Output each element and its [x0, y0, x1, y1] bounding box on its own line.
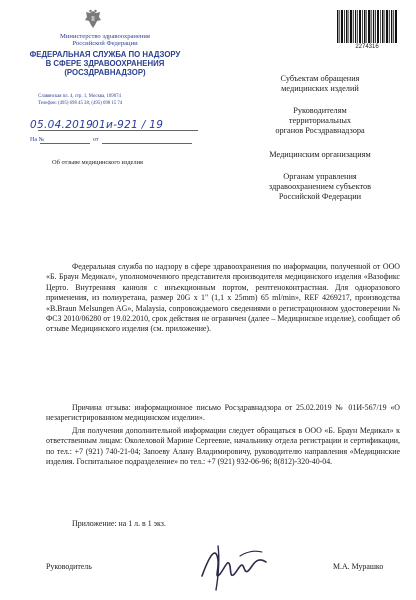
ministry-name: Министерство здравоохранения Российской Федерации — [60, 33, 150, 48]
body-paragraph-2: Причина отзыва: информационное письмо Росздравнадзора от 25.02.2019 № 01И-567/19 «О незарегистрированном медицинском изделии». — [46, 403, 400, 423]
service-name: ФЕДЕРАЛЬНАЯ СЛУЖБА ПО НАДЗОРУ В СФЕРЕ ЗДРАВООХРАНЕНИЯ (РОСЗДРАВНАДЗОР) — [29, 50, 181, 77]
handwritten-signature — [196, 536, 274, 592]
attachment-note: Приложение: на 1 л. в 1 экз. — [72, 519, 166, 528]
body-paragraph-3: Для получения дополнительной информации следует обращаться в ООО «Б. Браун Медикал» к ответственным лицам: Околеловой Марине Сергеевне, начальнику отдела регистрации и сертификации, по тел.: +7 (921) 740-21-04; Запоеву Алану Владимировичу, руководителю направления «Медицинские изделия. Госпитальное подразделение» по тел.: +7 (921) 932-06-96; 8(812)-320-40-04. — [46, 426, 400, 467]
reference-line — [30, 137, 200, 143]
service-address: Славянская пл. 4, стр. 1, Москва, 109074 Телефон: (495) 698 45 38; (495) 698 15 74 — [38, 94, 123, 106]
ot-label: от — [93, 137, 99, 143]
body-paragraph-1: Федеральная служба по надзору в сфере здравоохранения по информации, полученной от ООО «Б. Браун Медикал», уполномоченного представителя производителя медицинского изделия «Вазофикс Церто. Внутренняя канюля с инъекционным портом, рентгеноконтрастная. Для одноразового применения, из полиуретана, размер 20G x 1" (1,1 x 25mm) 65 ml/min», REF 4269217, производства «B.Braun Melsungen AG», Malaysia, сопровождаемого сведениями о регистрационном удостоверении № ФСЗ 2010/06280 от 19.02.2010, срок действия не ограничен (далее – Медицинское изделие), сообщает об отзыве Медицинского изделия (см. приложение). — [46, 262, 400, 334]
recipient-3: Медицинским организациям — [269, 150, 371, 159]
letter-subject: Об отзыве медицинского изделия — [52, 159, 143, 166]
recipient-2: Руководителям территориальных органов Росздравнадзора — [275, 106, 365, 135]
recipient-1: Субъектам обращения медицинских изделий — [280, 74, 360, 93]
coat-of-arms-icon — [82, 8, 104, 30]
signer-name: М.А. Мурашко — [333, 562, 384, 571]
outgoing-date: 05.04.2019 — [30, 119, 94, 131]
recipient-4: Органам управления здравоохранением субъектов Российской Федерации — [268, 172, 372, 201]
na-label: На № — [30, 137, 45, 143]
outgoing-number-line — [30, 116, 200, 136]
outgoing-number: 01и-921 / 19 — [92, 119, 164, 131]
signer-role: Руководитель — [46, 562, 92, 571]
barcode — [336, 10, 398, 43]
barcode-number: 2274316 — [355, 44, 379, 50]
